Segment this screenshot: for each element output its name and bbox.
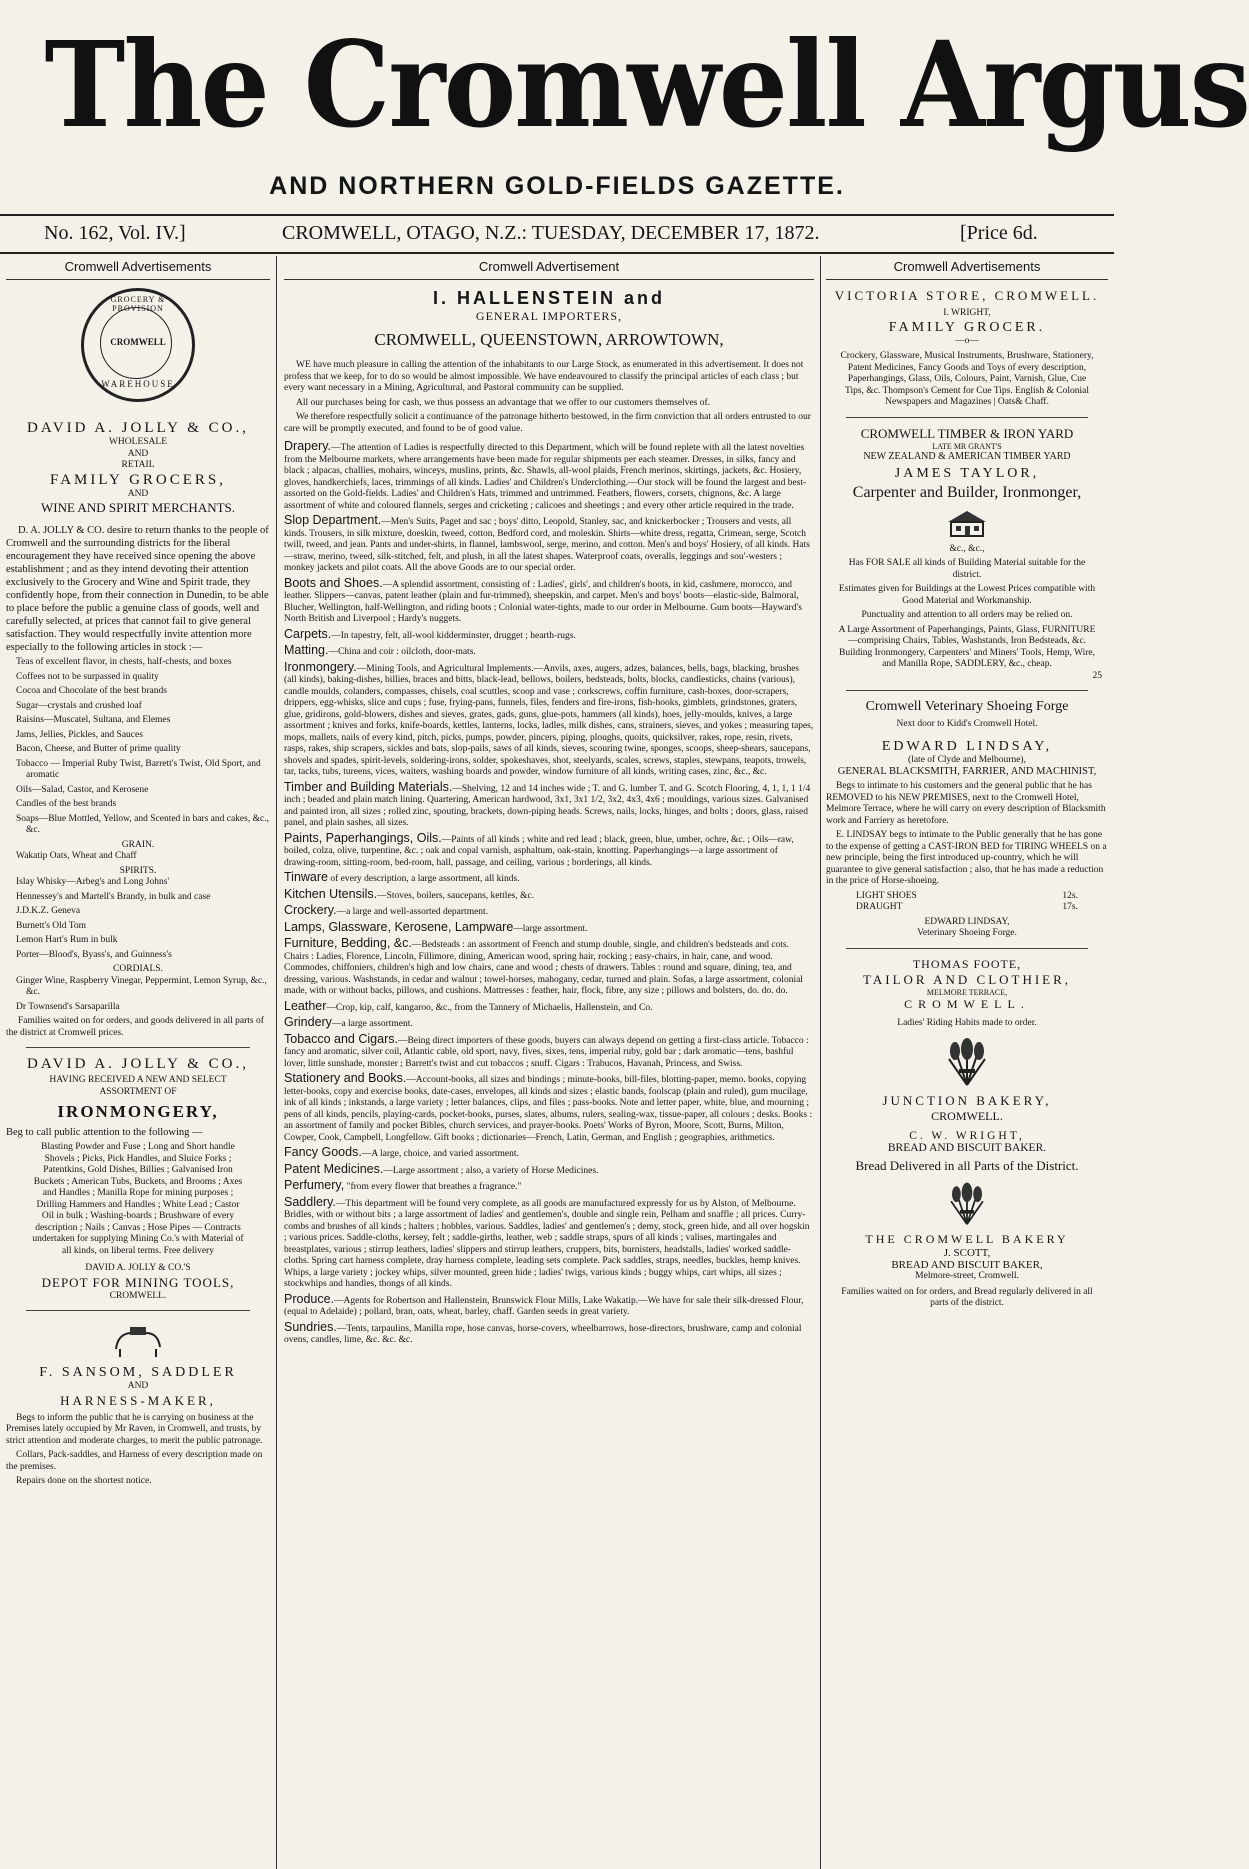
warehouse-stamp-icon [81,288,195,402]
price-row [856,891,1078,903]
jolly-line-3: RETAIL [121,460,155,470]
cbakery-owner: J. SCOTT, [943,1247,991,1259]
place-date: CROMWELL, OTAGO, N.Z.: TUESDAY, DECEMBER 17, 1872. [282,222,820,244]
right-column [826,256,1108,1869]
dept-head: Boots and Shoes. [284,575,383,590]
dept-slop [284,515,814,575]
dept-text: —Tents, tarpaulins, Manilla rope, hose canvas, horse-covers, wheelbarrows, hose-directors, brushware, camp and colonial ovens, candles, lime, &c. &c. &c. [284,1323,802,1345]
foote-name: THOMAS FOOTE, [912,956,1022,971]
sansom-name: F. SANSOM, SADDLER [39,1365,237,1380]
issue-number: No. 162, Vol. IV.] [44,222,186,244]
dept-head: Stationery and Books. [284,1071,407,1085]
wheat-sheaf-icon-2 [942,1180,992,1226]
column-divider-left [276,256,277,1869]
price-label: DRAUGHT [856,902,903,912]
stock-item: Teas of excellent flavor, in chests, half-chests, and boxes [16,657,232,667]
dept-leather [284,998,814,1015]
dept-list [284,441,814,1347]
dept-head: Kitchen Utensils. [284,886,378,901]
jolly-body: D. A. JOLLY & CO. desire to return thanks to the people of Cromwell and the surrounding districts for the liberal encouragement they have received since opening the above establishment ; and as they intend devoting their attention exclusively to the Grocery and Wine and Spirit trade, they confidently hope, from their connection in Dunedin, to be able to place before the public a genuine class of goods, well and carefully selected, at prices that cannot fail to give general satisfaction. They would respectfully invite attention more especially to the following articles in stock :— [6,525,269,653]
price-row [856,902,1078,914]
spirits-heading: SPIRITS. [119,865,157,876]
timber-body-3: Punctuality and attention to all orders may be relied on. [861,610,1073,620]
dept-head: Timber and Building Materials. [284,779,453,794]
dept-head: Carpets. [284,626,332,641]
dept-text: —A large, choice, and varied assortment. [361,1149,519,1159]
dept-head: Furniture, Bedding, &c. [284,936,412,950]
dept-head: Tobacco and Cigars. [284,1031,398,1046]
firm-sub: GENERAL IMPORTERS, [475,309,623,323]
left-column-header: Cromwell Advertisements [6,256,270,280]
stock-item: Coffees not to be surpassed in quality [16,671,159,682]
dept-sundries [284,1319,814,1347]
dept-text: —a large and well-assorted department. [336,907,489,917]
dept-crockery [284,905,814,919]
dept-text: —a large assortment. [331,1019,413,1029]
families-note: Families waited on for orders, and goods delivered in all parts of the district at Cromwell prices. [6,1016,264,1038]
stock-item: Bacon, Cheese, and Butter of prime quality [16,744,181,754]
junction-trade: BREAD AND BISCUIT BAKER. [887,1142,1047,1154]
price-label: LIGHT SHOES [856,890,917,901]
jolly-name: DAVID A. JOLLY & CO., [27,420,249,436]
dept-drapery [284,441,814,512]
price-value: 17s. [1062,902,1078,912]
victoria-sep: —o— [955,335,979,346]
spirit-item: Burnett's Old Tom [16,920,87,931]
dept-text: —large assortment. [513,923,588,934]
foote-town: CROMWELL. [904,996,1030,1011]
iron-sub: HAVING RECEIVED A NEW AND SELECT ASSORTMENT OF [49,1075,227,1097]
spirit-item: Hennessey's and Martell's Brandy, in bulk and case [16,891,211,902]
timber-body-4: A Large Assortment of Paperhangings, Paints, Glass, FURNITURE—comprising Chairs, Tables, Washstands, Iron Bedsteads, &c. Building Ironmongery, Carpenters' and Miners' Tools, Hemp, Wire, and Manilla Rope, SADDLERY, &c., cheap. [838,624,1096,669]
intro-1: WE have much pleasure in calling the attention of the inhabitants to our Large Stock, as enumerated in this advertisement. It does not profess that we keep, for to do so would be almost impossible. We have endeavoured to classify the principal articles of each class ; but every want necessary in a Mining, Agricultural, and Pastoral community can be supplied. [284,360,804,393]
dept-text: —Crop, kip, calf, kangaroo, &c., from the Tannery of Michaelis, Hallenstein, and Co. [326,1002,653,1013]
victoria-trade: FAMILY GROCER. [888,319,1046,335]
depot-line-2: DEPOT FOR MINING TOOLS, [41,1274,235,1290]
dept-fancy [284,1147,814,1161]
timber-body: Has FOR SALE all kinds of Building Material suitable for the district. [848,558,1086,580]
dept-carpets [284,626,814,643]
masthead-rule-top [0,214,1114,216]
jolly-line-5: AND [127,488,149,499]
iron-body: Beg to call public attention to the following — [6,1127,203,1138]
dept-text: —Bedsteads : an assortment of French and stump double, single, and children's bedsteads and cots. Chairs : Ladies, Florence, Lincoln, Fillimore, dining, American wood, spring hair, rocking ; easy-chairs, in hair, cane, and wood. Commodes, chiffoniers, children's high and low chairs, cane and wood ; chests of drawers. Tables : round and square, dining, tea, and dressing, various. Washstands, in cedar and walnut ; towel-horses, mahogany, cedar, turned and plain. Sofas, a large assortment, colonial made, with or without backs, pillows, and cushions. Mattresses : feather, hair, flock, fibre, any size ; pillows and bolsters, do. do. do. [284,940,803,996]
cordial-item: Ginger Wine, Raspberry Vinegar, Peppermint, Lemon Syrup, &c., &c. [16,975,267,997]
timber-etc: &c., &c., [949,543,985,554]
lindsay-sign-2: Veterinary Shoeing Forge. [917,928,1017,938]
stock-item: Sugar—crystals and crushed loaf [16,700,142,711]
left-column [6,256,270,1869]
victoria-name: VICTORIA STORE, CROMWELL. [834,288,1100,303]
right-column-header: Cromwell Advertisements [826,256,1108,280]
dept-head: Tinware [284,870,328,884]
forge-location: Next door to Kidd's Cromwell Hotel. [896,719,1038,729]
junction-name: JUNCTION BAKERY, [882,1093,1052,1108]
intro-2: All our purchases being for cash, we thus possess an advantage that we offer to our customers themselves of. [296,397,711,408]
dept-head: Produce. [284,1291,335,1306]
dept-text: —Agents for Robertson and Hallenstein, Brunswick Flour Mills, Lake Wakatip.—We have for sale their silk-dressed Flour, (equal to Adelaide) ; pollard, bran, oats, wheat, barley, chaff. Garden seeds in great variety. [284,1295,804,1317]
price-value: 12s. [1062,890,1078,901]
dept-text: —Being direct importers of these goods, buyers can always depend on getting a first-class article. Tobacco : fancy and aromatic, silver coil, Atlantic cable, old sport, navy, fives, sixes, tens, imperial ruby, gold bar ; dark aromatic—tens, bashful lover, little sunshade, monster ; Barrett's twist and cut tobaccos ; snuff. Cigars : Trabucos, Havanah, Princess, and Swiss. [284,1035,809,1069]
junction-owner: C. W. WRIGHT, [909,1130,1025,1142]
stock-item: Jams, Jellies, Pickles, and Sauces [16,729,143,740]
dept-text: —The attention of Ladies is respectfully directed to this Department, which will be found replete with all the latest novelties from the Melbourne markets, where arrangements have been made for regular shipments per each steamer. Dresses, in silks, fancy and black ; alpacas, challies, mohairs, winceys, muslins, prints, &c. Shawls, all-wool plaids, French merinos, skirtings, jackets, &c. Hosiery, gloves, handkerchiefs, laces, trimmings of all kinds. Ladies' and Children's Underclothing.—Our stock will be found the largest and best-assorted on the Gold-fields. Ladies' and Children's Hats, trimmed and untrimmed. Feathers, flowers, corsets, chignons, &c. A large assortment of white and coloured flannels, serges and cricketing ; calicoes and sheetings ; and every other article required in the trade. [284,443,807,511]
dept-matting [284,645,814,659]
masthead [0,0,1249,170]
intro-3: We therefore respectfully solicit a continuance of the patronage hitherto bestowed, in the firm conviction that all orders entrusted to our care will be promptly executed, and found to be of good value. [284,412,811,434]
sansom-and: AND [127,1381,149,1391]
stock-list [6,657,270,837]
dept-text: —Shelving, 12 and 14 inches wide ; T. and G. lumber T. and G. Scotch Flooring, 4, 1, 1, 1 1/4 inch ; beaded and plain match lining. Quartering, American hardwood, 3x1, 3x1 1/2, 3x2, 4x3, 4x6 ; mouldings, various sizes. Galvanised and painted iron, all sizes ; rolled zinc, spouting, brackets, down-piping heads. Screws, nails, locks, hinges, and bolts ; doors, glass, raised panel, and plain sashes, all sizes. [284,783,811,828]
dept-paints [284,830,814,870]
cordials-heading: CORDIALS. [113,964,163,974]
middle-column-header: Cromwell Advertisement [284,256,814,280]
dept-text: —Account-books, all sizes and bindings ; minute-books, bill-files, blotting-paper, memo. books, copying letter-books, copy and exercise books, date-cases, envelopes, all kinds and sizes ; elastic bands, foolscap (plain and ruled), gum mucilage, ink of all kinds ; inkstands, a large variety ; letter balances, clips, and files ; pass-books. Note and letter paper, white, blue, and mourning ; pens of all kinds, pencils, playing-cards, pocket-books, purses, slates, albums, rulers, sealing-wax, tissue-paper, all colours ; desks. Books : an assortment of family and pocket Bibles, church services, and prayer-books. Poets' Works of Byron, Moore, Scott, Burns, Milton, Cowper, Cook, Campbell, Longfellow. Gift books ; dictionaries—French, Latin, German, and English ; geographies, arithmetics. [284,1075,813,1143]
timber-sub: NEW ZEALAND & AMERICAN TIMBER YARD [863,450,1071,462]
dept-head: Fancy Goods. [284,1145,362,1159]
newspaper-subtitle: AND NORTHERN GOLD-FIELDS GAZETTE. [269,172,845,200]
dept-ironmongery [284,659,814,779]
ad-divider [26,1310,250,1311]
ad-divider [846,417,1088,418]
stock-item: Candles of the best brands [16,799,117,809]
jolly-line-1: WHOLESALE [108,437,168,447]
lindsay-late: (late of Clyde and Melbourne), [908,754,1026,765]
spirit-item: Islay Whisky—Arbeg's and Long Johns' [16,877,170,887]
stock-item: Raisins—Muscatel, Sultana, and Elemes [16,715,171,725]
jolly-line-2: AND [127,448,149,459]
firm-name: I. HALLENSTEIN and [432,288,665,308]
jolly-line-6: WINE AND SPIRIT MERCHANTS. [40,500,236,515]
timber-ad-number: 25 [1092,670,1102,681]
lindsay-body-2: E. LINDSAY begs to intimate to the Public generally that he has gone to the expense of getting a CAST-IRON BED for TIRING WHEELS on a new principle, being the first introduced up-country, which he will guarantee to give general satisfaction ; also, that he has made a reduction in the price of Horse-shoeing. [826,830,1107,886]
lindsay-body: Begs to intimate to his customers and the general public that he has REMOVED to his NEW PREMISES, next to the Cromwell Hotel, Melmore Terrace, where he will carry on every description of Blacksmith work and Farriery as heretofore. [826,781,1106,826]
dept-head: Saddlery. [284,1194,336,1209]
depot-line-3: CROMWELL. [109,1290,167,1301]
timber-trade: Carpenter and Builder, Ironmonger, [852,483,1082,501]
victoria-owner: I. WRIGHT, [943,308,991,318]
dept-head: Paints, Paperhangings, Oils. [284,830,442,845]
cbakery-address: Melmore-street, Cromwell. [915,1271,1019,1281]
dept-tobacco [284,1031,814,1071]
dept-text: "from every flower that breathes a fragrance." [344,1182,522,1192]
stock-item: Cocoa and Chocolate of the best brands [16,686,167,696]
dateline [0,218,1114,252]
ad-divider [846,948,1088,949]
stock-item: Oils—Salad, Castor, and Kerosene [16,784,149,795]
sansom-body-3: Repairs done on the shortest notice. [16,1476,152,1486]
dept-head: Patent Medicines. [284,1161,384,1176]
spirit-item: Lemon Hart's Rum in bulk [16,935,118,945]
dept-timber [284,779,814,830]
spirit-item: J.D.K.Z. Geneva [16,906,81,916]
newspaper-title: The Cromwell Argus [44,15,1249,154]
lindsay-trade: GENERAL BLACKSMITH, FARRIER, AND MACHINIST, [837,766,1097,777]
dept-text: —This department will be found very complete, as all goods are manufactured expressly for us by Alston, of Melbourne. Bridles, with or without bits ; a large assortment of ladies' and gentlemen's, double and single rein, Pelham and snaffle ; all prices. Curry-combs and brushes of all kinds ; halters ; hobbles, various. Saddles, ladies' and gentlemen's ; demy, stock, green hide, and all over hogskin ; various prices. Saddle-cloths, kersey, felt ; saddle-girths, leather, web ; saddle straps, spurs of all kinds ; valises, martingales and breastplates, various ; stirrup leathers, ladies' slippers and stirrup leathers, cruppers, bits, burnisters, headstalls, ladies' worked saddle-cloths. Spring cart harness complete, dray harness complete, leading sets complete. Pack saddles, straps, needles, buckles, hemp knives. Whips, a large variety ; jockey whips, silver mounted, green hide ; ladies' twigs, various kinds ; buggy whips, cart whips, all sizes ; stockwhips and handles, thongs of all kinds. [284,1198,810,1289]
stock-item: Soaps—Blue Mottled, Yellow, and Scented in bars and cakes, &c., &c. [16,813,269,835]
horse-saddle-icon [108,1319,168,1359]
dept-tinware [284,872,814,886]
dept-text: —A splendid assortment, consisting of : Ladies', girls', and children's boots, in kid, cashmere, morocco, and leather. Slippers—canvas, patent leather (plain and fur-trimmed), sheepskin, and carpet. Men's and boys' boots—elastic-side, Balmoral, Blucher, Wellington, half-Wellington, and riding boots ; Colonial water-tights, made to our order in Melbourne. Gum boots—Hayward's North British and Liverpool ; Hardy's nuggets. [284,579,802,624]
foote-body: Ladies' Riding Habits made to order. [897,1017,1037,1028]
middle-column [284,256,814,1869]
dept-head: Lamps, Glassware, Kerosene, Lampware [284,919,514,934]
price: [Price 6d. [960,222,1038,244]
dept-lamps [284,919,814,936]
dept-head: Matting. [284,643,329,657]
timber-body-2: Estimates given for Buildings at the Lowest Prices compatible with Good Material and Workmanship. [838,584,1096,606]
building-icon [944,508,990,538]
dept-text: —Paints of all kinds ; white and red lead ; black, green, blue, umber, ochre, &c. ; Oils—raw, boiled, colza, olive, turpentine, &c. ; oak and copal varnish, asphaltum, oak-stain, knotting. Paperhangings—a large assortment of drawing-room, sitting-room, bed-room, hall, passage, and ceiling, various ; borderings, all kinds. [284,834,794,868]
column-divider-right [820,256,821,1869]
dept-text: —Men's Suits, Paget and sac ; boys' ditto, Leopold, Stanley, sac, and knickerbocker ; Trousers and vests, all kinds. Trousers, in silk mixture, doeskin, tweed, cotton, Bedford cord, and moleskin. Shirts—white dress, regatta, Crimean, serge, Scotch twill, tweed, and jean. Pants and under-shirts, in flannel, lambswool, serge, merino, and cotton. Men's and boys' Hosiery, of all kinds. Hats—straw, merino, tweed, silk-stitched, felt, and plush, in all the latest shapes. Waterproof coats, overalls, leggings and sou'-westers ; monkey jackets and pilot coats. All the above Goods are to our special order. [284,517,810,573]
iron-items: Blasting Powder and Fuse ; Long and Short handle Shovels ; Picks, Pick Handles, and Sluice Forks ; Patentkins, Gold Dishes, Billies ; Galvanised Iron Buckets ; American Tubs, Buckets, and Brooms ; Axes and Handles ; Manilla Rope for mining purposes ; Drilling Hammers and Handles ; White Lead ; Castor Oil in bulk ; Washing-boards ; Brushware of every description ; Nails ; Canvas ; Hose Pipes — Contracts undertaken for supplying Mining Co.'s with Material of all kinds, on liberal terms. Free delivery [32,1142,244,1256]
stamp-mid-text: CROMWELL [110,337,166,347]
cbakery-trade: BREAD AND BISCUIT BAKER, [891,1259,1043,1271]
dept-boots [284,575,814,626]
victoria-body: Crockery, Glassware, Musical Instruments, Brushware, Stationery, Patent Medicines, Fancy Goods and Toys of every description, Paperhangings, Glass, Oils, Colours, Paint, Varnish, Glue, Cue Tips, &c. Thompson's Cement for Cue Tips. English & Colonial Newspapers and Magazines | Oats& Chaff. [840,351,1094,407]
spirits-list [6,877,270,961]
dept-head: Leather [284,998,327,1013]
dept-saddlery [284,1194,814,1291]
dept-kitchen [284,886,814,903]
firm-towns: CROMWELL, QUEENSTOWN, ARROWTOWN, [374,330,724,349]
forge-name: Cromwell Veterinary Shoeing Forge [865,699,1069,714]
cbakery-name: THE CROMWELL BAKERY [865,1232,1069,1246]
dept-head: Perfumery, [284,1178,345,1192]
dept-stationery [284,1073,814,1144]
dept-text: —In tapestry, felt, all-wool kidderminster, drugget ; hearth-rugs. [331,630,576,641]
dept-text: of every description, a large assortment, all kinds. [328,874,520,884]
sansom-body: Begs to inform the public that he is carrying on business at the Premises lately occupied by Mr Raven, in Cromwell, and trusts, by strict attention and moderate charges, to merit the public patronage. [6,1412,263,1446]
price-list [826,891,1108,914]
depot-line-1: DAVID A. JOLLY & CO.'S [85,1263,191,1273]
cordials-list [6,976,270,1014]
ad-divider [26,1047,250,1048]
dept-text: —China and coir : oilcloth, door-mats. [328,647,476,657]
dept-text: —Mining Tools, and Agricultural Implements.—Anvils, axes, augers, adzes, balances, bells, bags, blacking, brushes (all kinds), baking-dishes, billies, braces and bitts, black-lead, bellows, boilers, bedsteads, bolts, blocks, candlesticks, chains (various), candle moulds, colanders, compasses, chisels, coal scuttles, scoop and vase ; corkscrews, coffin furniture, cash-boxes, door-scrapers, drippers, egg-whisks, slice and cups ; fuse, frying-pans, funnels, files, fenders and fire-irons, fish-hooks, gimblets, grindstones, graters, glue, gridirons, gold-blowers, dishes and sieves, grates, gads, guns, glue-pots, hammers (all kinds), hoes, jelly-moulds, knives, a large assortment ; knives and forks, knife-boards, kettles, lanterns, locks, ladles, milk dishes, cans, strainers, sieves, and yokes ; measuring tapes, mops, mallets, nails of every kind, pitch, picks, pumps, powder, pincers, piping, ploughs, quoits, quicksilver, rakes, rope, resin, rivets, rasps, rakes, ship scrapers, sickles and bats, slop-pails, saws of all kinds, sieves, scouring twine, sponges, scoops, sheep-shears, saucepans, shovels and spades, spirit-levels, soldering-irons, solder, spokeshaves, shot, steelyards, scales, screws, staples, stewpans, teapots, trowels, tar, tacks, tubs, tureens, vices, waiters, washing boards and powder, window furniture of all kinds, writing cases, zinc, &c., &c. [284,663,814,777]
dept-grindery [284,1017,814,1031]
ad-divider [846,690,1088,691]
timber-late: LATE MR GRANT'S [932,441,1002,451]
wheat-sheaf-icon [939,1035,995,1087]
sansom-trade: HARNESS-MAKER, [60,1392,216,1408]
cbakery-body: Families waited on for orders, and Bread regularly delivered in all parts of the district. [841,1286,1093,1308]
junction-town: CROMWELL. [931,1109,1003,1123]
dept-text: —Large assortment ; also, a variety of Horse Medicines. [383,1165,599,1176]
foote-address: MELMORE TERRACE, [926,987,1008,997]
iron-title: IRONMONGERY, [57,1102,219,1121]
dept-furniture [284,938,814,998]
sansom-body-2: Collars, Pack-saddles, and Harness of every description made on the premises. [6,1450,263,1472]
jolly-line-4: FAMILY GROCERS, [49,471,226,488]
dept-head: Sundries. [284,1319,337,1334]
lindsay-sign: EDWARD LINDSAY, [924,916,1010,927]
stock-item: Tobacco — Imperial Ruby Twist, Barrett's Twist, Old Sport, and aromatic [16,758,261,780]
masthead-rule-bottom [0,252,1114,254]
timber-name: CROMWELL TIMBER & IRON YARD [860,425,1074,441]
dept-head: Grindery [284,1015,332,1029]
dept-head: Drapery. [284,439,332,453]
dept-head: Crockery. [284,903,337,917]
cordial-item: Dr Townsend's Sarsaparilla [16,1001,120,1012]
dept-perfumery [284,1180,814,1194]
lindsay-name: EDWARD LINDSAY, [881,738,1053,754]
foote-trade: TAILOR AND CLOTHIER, [862,971,1072,987]
junction-body: Bread Delivered in all Parts of the District. [855,1158,1079,1173]
grain-heading: GRAIN. [121,839,155,850]
timber-owner: JAMES TAYLOR, [894,465,1040,481]
dept-text: —Stoves, boilers, saucepans, kettles, &c. [377,890,535,901]
dept-head: Slop Department. [284,513,382,527]
dept-medicines [284,1161,814,1178]
stamp-top-text: GROCERY & PROVISION [110,295,166,313]
dept-head: Ironmongery. [284,659,357,674]
grain-item: Wakatip Oats, Wheat and Chaff [16,851,137,861]
iron-name: DAVID A. JOLLY & CO., [27,1056,249,1072]
spirit-item: Porter—Blood's, Byass's, and Guinness's [16,949,172,960]
dept-produce [284,1291,814,1319]
stamp-bottom-text: WAREHOUSE [101,379,175,389]
